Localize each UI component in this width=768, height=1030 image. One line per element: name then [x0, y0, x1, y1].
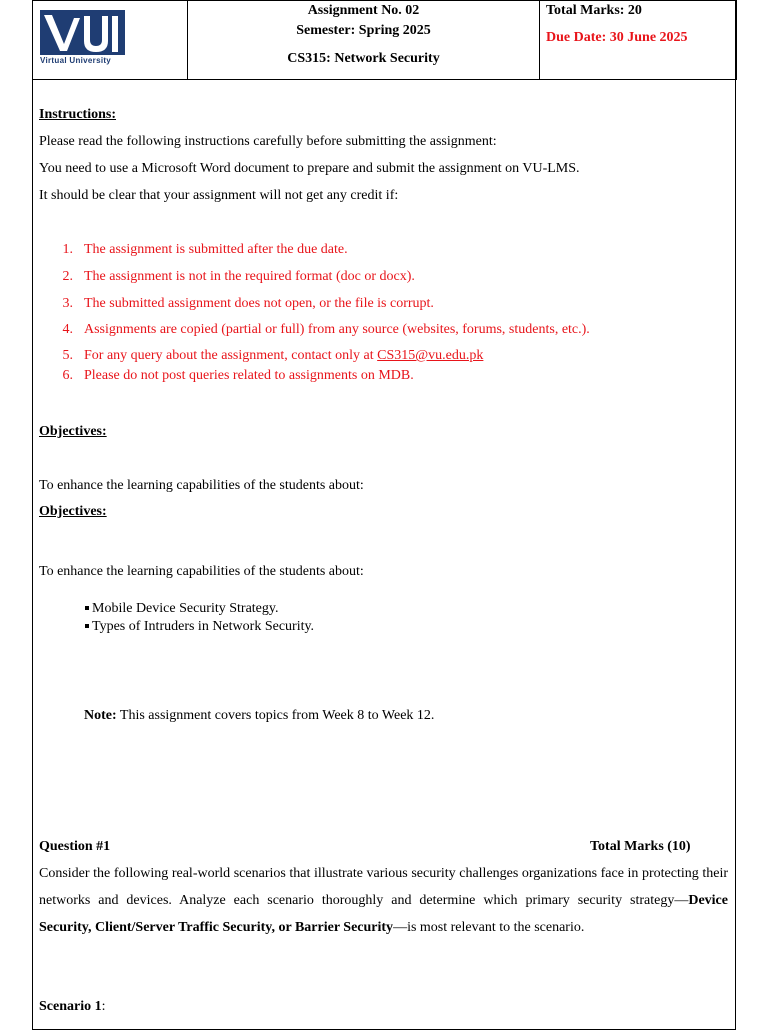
list-item: [39, 296, 434, 312]
square-bullet-icon: [85, 624, 89, 628]
note-text: This assignment covers topics from Week 8 to Week 12.: [116, 708, 435, 723]
question-marks: Total Marks (10): [590, 839, 691, 854]
marks-cell: [540, 1, 737, 80]
instructions-heading: Instructions:: [39, 107, 117, 122]
objectives-text: To enhance the learning capabilities of the students about:: [39, 478, 364, 493]
list-number: 1.: [62, 242, 73, 257]
list-text: For any query about the assignment, contact only at: [84, 348, 378, 363]
assignment-number: Assignment No. 02: [307, 3, 420, 18]
bullet-text: Types of Intruders in Network Security.: [92, 619, 315, 634]
scenario-colon: :: [101, 999, 106, 1014]
question-text: Consider the following real-world scenarios that illustrate various security challenges organizations face in protecting their networks and devices. Analyze each scenario thoroughly and determine which primary security strategy—: [39, 866, 728, 908]
due-date: Due Date: 30 June 2025: [546, 30, 688, 45]
list-text: The assignment is submitted after the due date.: [84, 242, 348, 257]
question-strategies: Device Security, Client/Server Traffic Security, or Barrier Security: [39, 893, 728, 935]
question-paragraph: [39, 860, 728, 941]
title-cell: [188, 1, 540, 80]
list-item: [39, 322, 590, 338]
course-title: CS315: Network Security: [287, 51, 440, 66]
list-text: The assignment is not in the required format (doc or docx).: [84, 269, 415, 284]
semester: Semester: Spring 2025: [296, 23, 431, 38]
logo-cell: [33, 1, 188, 80]
logo-text: Virtual University: [40, 56, 112, 65]
objectives-text: To enhance the learning capabilities of the students about:: [39, 564, 364, 579]
list-text: The submitted assignment does not open, or the file is corrupt.: [84, 296, 434, 311]
question-title: Question #1: [39, 839, 111, 854]
scenario-heading: [39, 999, 106, 1015]
logo: [33, 1, 187, 79]
instruction-line: Please read the following instructions carefully before submitting the assignment:: [39, 134, 497, 149]
list-item: [39, 348, 483, 364]
list-number: 4.: [62, 322, 73, 337]
instruction-line: You need to use a Microsoft Word document to prepare and submit the assignment on VU-LMS.: [39, 161, 580, 176]
list-text: Please do not post queries related to assignments on MDB.: [84, 368, 414, 383]
list-number: 2.: [62, 269, 73, 284]
total-marks: Total Marks: 20: [546, 3, 642, 18]
list-number: 3.: [62, 296, 73, 311]
header-table: [32, 0, 737, 80]
instruction-line: It should be clear that your assignment will not get any credit if:: [39, 188, 399, 203]
list-item: [39, 368, 414, 384]
objectives-heading: Objectives:: [39, 504, 107, 519]
objectives-heading: Objectives:: [39, 424, 107, 439]
list-item: [39, 242, 348, 258]
list-item: [39, 269, 415, 285]
list-number: 5.: [62, 348, 73, 363]
note-label: Note:: [84, 708, 117, 723]
bullet-item: [85, 601, 278, 617]
bullet-text: Mobile Device Security Strategy.: [92, 601, 279, 616]
bullet-item: [85, 619, 314, 635]
list-number: 6.: [62, 368, 73, 383]
scenario-label: Scenario 1: [39, 999, 102, 1014]
vu-logo-icon: [40, 10, 125, 55]
square-bullet-icon: [85, 606, 89, 610]
list-text: Assignments are copied (partial or full) from any source (websites, forums, students, etc.).: [84, 322, 590, 337]
question-text-end: —is most relevant to the scenario.: [393, 920, 585, 935]
contact-email-link[interactable]: CS315@vu.edu.pk: [377, 348, 484, 363]
note: [84, 708, 434, 724]
